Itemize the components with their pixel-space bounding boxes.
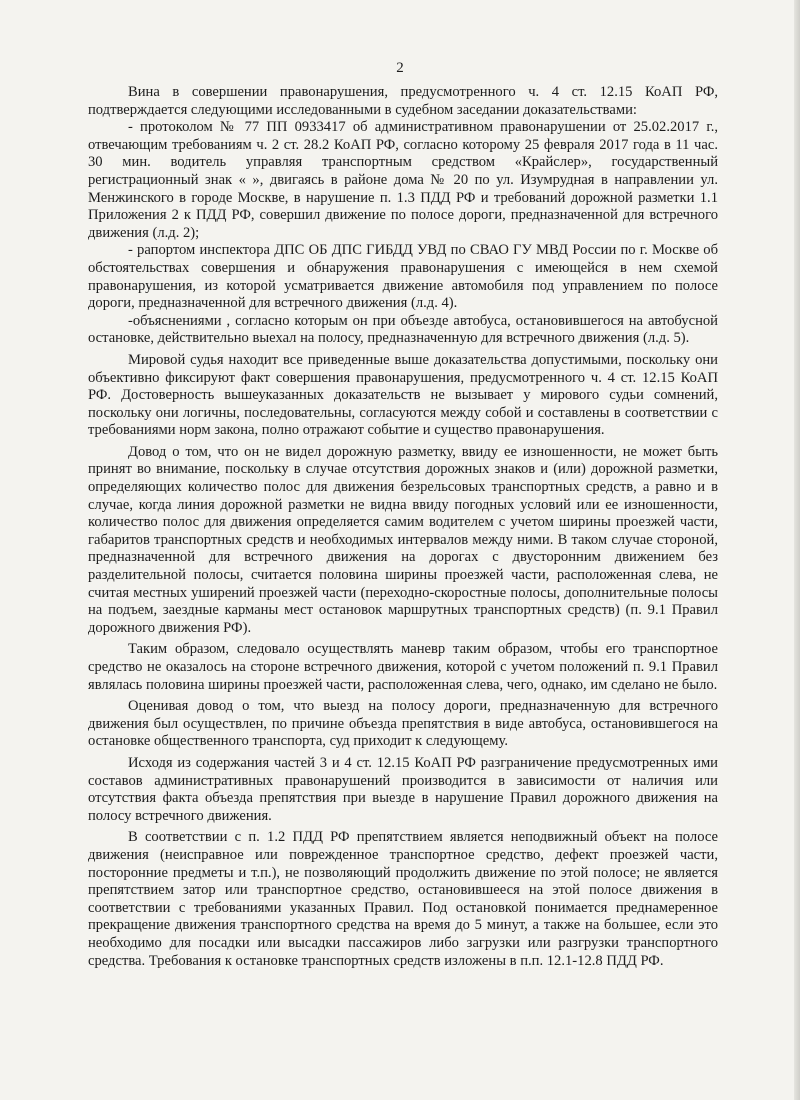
- paragraph-report: - рапортом инспектора ДПС ОБ ДПС ГИБДД УВД по СВАО ГУ МВД России по г. Москве об обстоятельствах совершения и обнаружения правонарушения с имеющейся в нем схемой правонарушения, из которой усматривается движение автомобиля под управлением по полосе дороги, предназначенной для встречного движения (л.д. 4).: [88, 242, 718, 312]
- paragraph-distinction: Исходя из содержания частей 3 и 4 ст. 12.15 КоАП РФ разграничение предусмотренных ими составов административных правонарушений производится в зависимости от наличия или отсутствия факта объезда препятствия при выезде в нарушение Правил дорожного движения на полосу встречного движения.: [88, 754, 718, 824]
- paragraph-explanations: -объяснениями , согласно которым он при объезде автобуса, остановившегося на автобусной остановке, действительно выехал на полосу, предназначенную для встречного движения (л.д. 5).: [88, 312, 718, 347]
- page-number: 2: [396, 60, 404, 76]
- paragraph-argument-markings: Довод о том, что он не видел дорожную разметку, ввиду ее изношенности, не может быть принят во внимание, поскольку в случае отсутствия дорожных знаков и (или) дорожной разметки, определяющих количество полос для движения безрельсовых транспортных средств, а равно и в случае, когда линия дорожной разметки не видна ввиду погодных условий или ее изношенности, количество полос для движения определяется самим водителем с учетом ширины проезжей части, габаритов транспортных средств и необходимых интервалов между ними. В таком случае стороной, предназначенной для встречного движения на дорогах с двусторонним движением без разделительной полосы, считается половина ширины проезжей части, расположенная слева, не считая местных уширений проезжей части (переходно-скоростные полосы, дополнительные полосы на подъем, заездные карманы мест остановок маршрутных транспортных средств) (п. 9.1 Правил дорожного движения РФ).: [88, 443, 718, 636]
- paragraph-evidence-assessment: Мировой судья находит все приведенные выше доказательства допустимыми, поскольку они объективно фиксируют факт совершения правонарушения, предусмотренного ч. 4 ст. 12.15 КоАП РФ. Достоверность вышеуказанных доказательств не вызывает у мирового судьи сомнений, поскольку они логичны, последовательны, согласуются между собой и составлены в соответствии с требованиями норм закона, полно отражают событие и существо правонарушения.: [88, 351, 718, 439]
- scan-edge: [794, 0, 800, 1100]
- document-body: [88, 84, 718, 970]
- paragraph-argument-obstacle: Оценивая довод о том, что выезд на полосу дороги, предназначенную для встречного движения был осуществлен, по причине объезда препятствия в виде автобуса, остановившегося на остановке общественного транспорта, суд приходит к следующему.: [88, 698, 718, 750]
- paragraph-thus: Таким образом, следовало осуществлять маневр таким образом, чтобы его транспортное средство не оказалось на стороне встречного движения, которой с учетом положений п. 9.1 Правил являлась половина ширины проезжей части, расположенная слева, чего, однако, им сделано не было.: [88, 641, 718, 693]
- paragraph-guilt: Вина в совершении правонарушения, предусмотренного ч. 4 ст. 12.15 КоАП РФ, подтверждается следующими исследованными в судебном заседании доказательствами:: [88, 84, 718, 118]
- paragraph-obstacle-definition: В соответствии с п. 1.2 ПДД РФ препятствием является неподвижный объект на полосе движения (неисправное или поврежденное транспортное средство, дефект проезжей части, посторонние предметы и т.п.), не позволяющий продолжить движение по этой полосе; не является препятствием затор или транспортное средство, остановившееся на этой полосе движения в соответствии с требованиями указанных Правил. Под остановкой понимается преднамеренное прекращение движения транспортного средства на время до 5 минут, а также на большее, если это необходимо для посадки или высадки пассажиров либо загрузки или разгрузки транспортного средства. Требования к остановке транспортных средств изложены в п.п. 12.1-12.8 ПДД РФ.: [88, 829, 718, 969]
- paragraph-protocol: - протоколом № 77 ПП 0933417 об административном правонарушении от 25.02.2017 г., отвечающим требованиям ч. 2 ст. 28.2 КоАП РФ, согласно которому 25 февраля 2017 года в 11 час. 30 мин. водитель управляя транспортным средством «Крайслер», государственный регистрационный знак « », двигаясь в районе дома № 20 по ул. Изумрудная в направлении ул. Менжинского в городе Москве, в нарушение п. 1.3 ПДД РФ и требований дорожной разметки 1.1 Приложения 2 к ПДД РФ, совершил движение по полосе дороги, предназначенной для встречного движения (л.д. 2);: [88, 119, 718, 241]
